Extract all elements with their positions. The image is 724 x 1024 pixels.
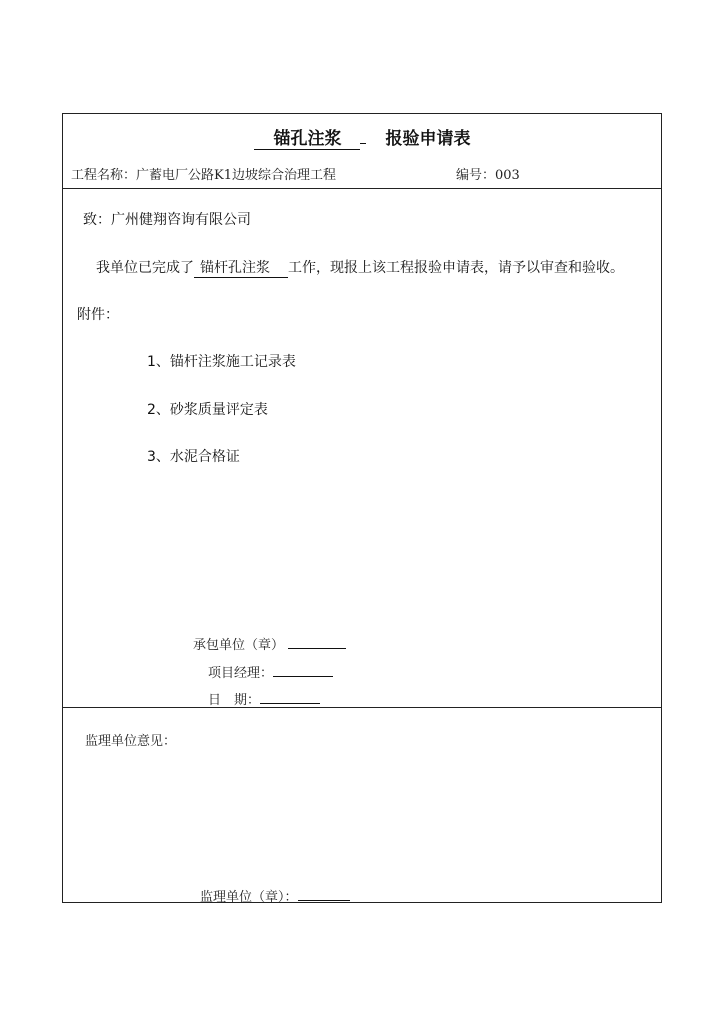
supervision-unit-label: 监理单位（章）： xyxy=(200,890,298,905)
statement-suffix: 工作，现报上该工程报验申请表，请予以审查和验收。 xyxy=(288,260,624,276)
supervision-signature-row xyxy=(200,886,350,905)
project-number-row xyxy=(456,164,520,183)
title-subject: 锚孔注浆 xyxy=(254,124,360,150)
divider-header xyxy=(63,188,661,189)
attachments-label: 附件： xyxy=(77,307,119,323)
date-label: 日 期： xyxy=(208,693,261,708)
project-number-label: 编号： xyxy=(456,168,496,183)
date-blank xyxy=(260,691,320,704)
manager-signature-row xyxy=(208,662,333,681)
attachment-item-1: 1、锚杆注浆施工记录表 xyxy=(147,354,296,370)
form-title xyxy=(63,124,661,150)
project-name-label: 工程名称： xyxy=(71,168,137,183)
supervision-opinion-label: 监理单位意见： xyxy=(85,734,177,749)
statement-work: 锚杆孔注浆 xyxy=(194,257,288,278)
inspection-request-form xyxy=(62,113,662,903)
statement-text xyxy=(96,257,624,278)
contractor-blank xyxy=(288,636,346,649)
contractor-signature-row xyxy=(193,634,346,653)
title-underline-gap xyxy=(360,143,366,144)
contractor-label: 承包单位（章） xyxy=(193,638,285,653)
divider-supervision xyxy=(63,707,661,708)
manager-blank xyxy=(273,664,333,677)
recipient-label: 致： xyxy=(83,212,111,228)
attachment-item-2: 2、砂浆质量评定表 xyxy=(147,402,268,418)
recipient-row xyxy=(83,209,251,229)
recipient-value: 广州健翔咨询有限公司 xyxy=(111,212,251,228)
title-main: 报验申请表 xyxy=(385,129,471,149)
manager-label: 项目经理： xyxy=(208,666,274,681)
project-name-value: 广蓄电厂公路K1边坡综合治理工程 xyxy=(136,168,336,183)
supervision-blank xyxy=(298,888,350,901)
project-name-row xyxy=(71,164,336,183)
statement-prefix: 我单位已完成了 xyxy=(96,260,194,276)
attachment-item-3: 3、水泥合格证 xyxy=(147,449,240,465)
project-number-value: 003 xyxy=(495,168,520,183)
date-signature-row xyxy=(208,689,320,708)
